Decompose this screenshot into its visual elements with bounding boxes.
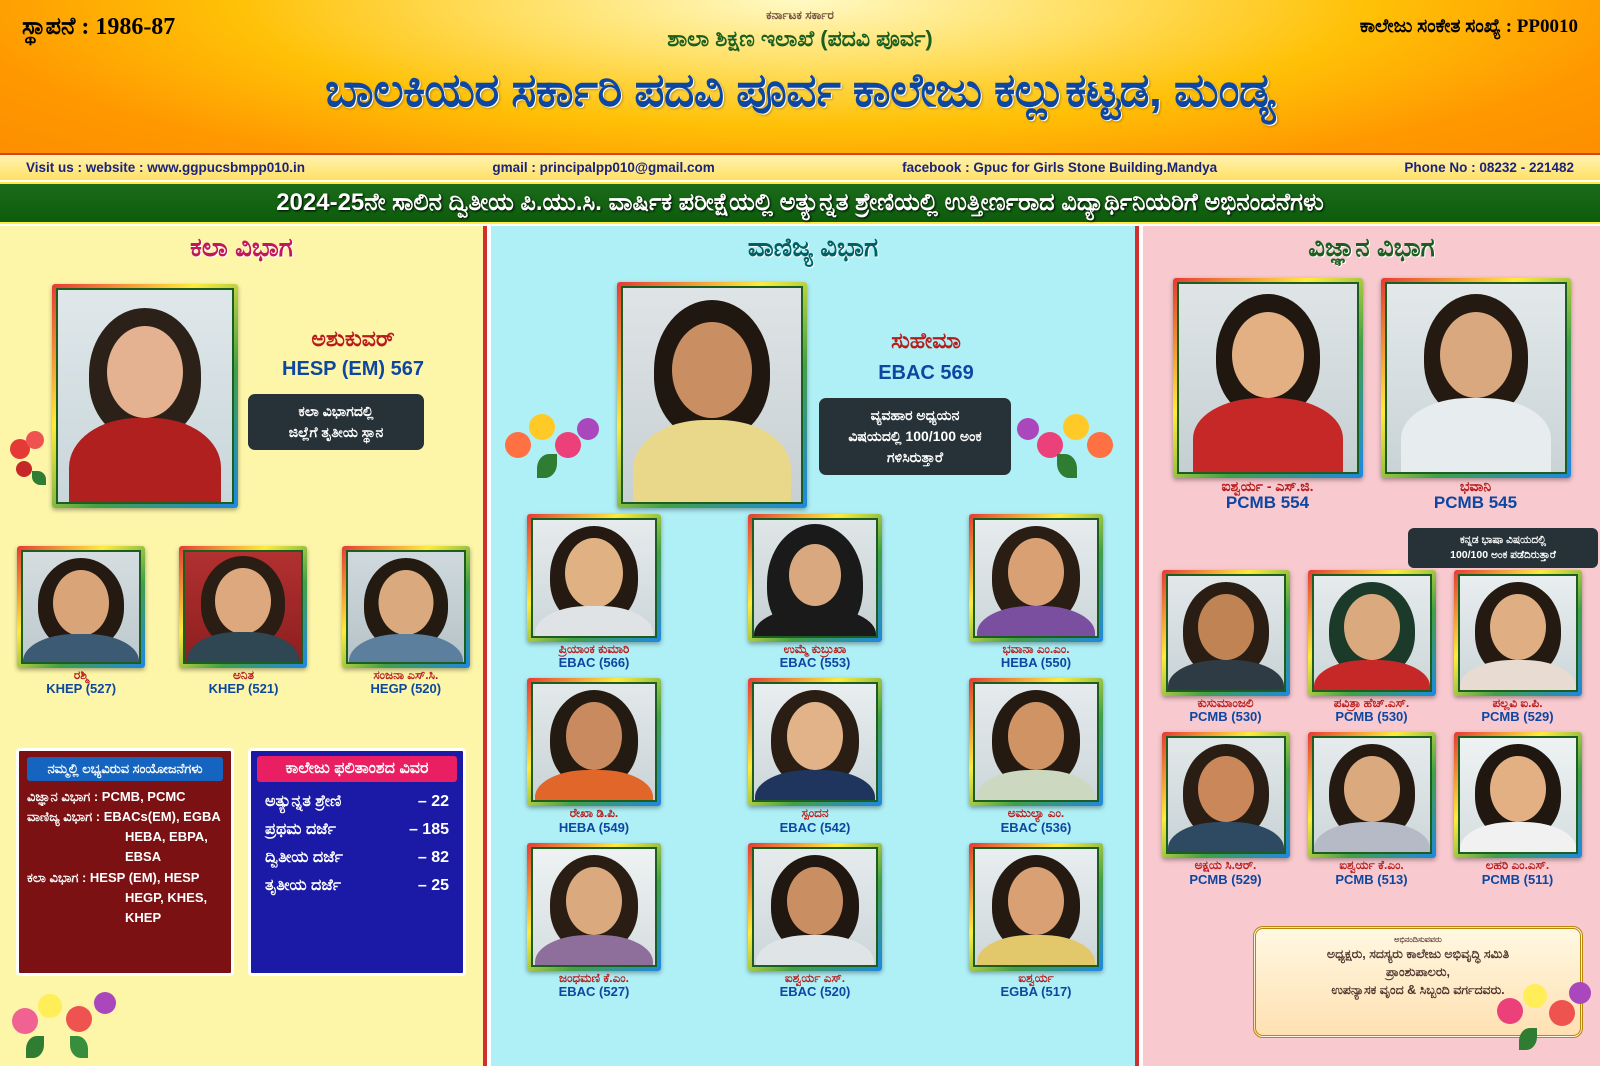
- science-student-4-name: ಅಕ್ಷಯ ಸಿ.ಆರ್.: [1194, 858, 1257, 873]
- results-row-4-label: ತೃತೀಯ ದರ್ಜೆ: [265, 877, 342, 894]
- science-student-grid: [1143, 570, 1600, 895]
- science-row-2: [1143, 732, 1600, 886]
- flower-decoration-commerce-right: [1011, 408, 1121, 484]
- acknowledgement-line0: ಅಭಿನಂದಿಸುವವರು: [1394, 935, 1442, 944]
- commerce-student-1-name: ಪ್ರಿಯಾಂಕ ಕುಮಾರಿ: [558, 642, 630, 656]
- commerce-topper-photo: [617, 282, 807, 508]
- arts-topper-note: [248, 394, 424, 450]
- flower-decoration-left: [6, 431, 58, 501]
- commerce-student-6-name: ಅಮುಲ್ಯಾ ಎಂ.: [1007, 806, 1065, 821]
- commerce-note-line3: ಗಳಿಸಿರುತ್ತಾರೆ: [886, 449, 943, 465]
- contact-bar: [0, 153, 1600, 180]
- college-title: ಬಾಲಕಿಯರ ಸರ್ಕಾರಿ ಪದವಿ ಪೂರ್ವ ಕಾಲೇಜು ಕಲ್ಲುಕಟ್ಟಡ, ಮಂಡ್ಯ: [325, 63, 1275, 116]
- results-row-2-label: ಪ್ರಥಮ ದರ್ಜೆ: [265, 821, 336, 838]
- commerce-section: [491, 226, 1139, 1066]
- arts-topper-photo: [52, 284, 238, 508]
- commerce-note-line2: ವಿಷಯದಲ್ಲಿ 100/100 ಅಂಕ: [848, 428, 982, 444]
- commerce-student-6-score: EBAC (536): [1000, 819, 1072, 835]
- commerce-student-6: [947, 678, 1125, 834]
- science-topper-2-score: PCMB 545: [1433, 493, 1518, 513]
- combination-row-5: HEGP, KHES, KHEP: [125, 889, 208, 925]
- arts-student-3-name: ಸಂಜನಾ ಎಸ್.ಸಿ.: [373, 668, 439, 682]
- science-topper-row: [1143, 278, 1600, 513]
- science-student-5: [1304, 732, 1440, 886]
- acknowledgement-line1: ಅಧ್ಯಕ್ಷರು, ಸದಸ್ಯರು ಕಾಲೇಜು ಅಭಿವೃದ್ಧಿ ಸಮಿತಿ: [1326, 947, 1510, 961]
- arts-student-1-score: KHEP (527): [46, 681, 117, 697]
- arts-student-3-score: HEGP (520): [370, 681, 442, 697]
- commerce-topper-score: EBAC 569: [878, 362, 974, 384]
- acknowledgement-box: [1253, 926, 1583, 1038]
- commerce-student-4-name: ರೇಖಾ ಡಿ.ಪಿ.: [569, 806, 619, 821]
- commerce-student-1-score: EBAC (566): [558, 655, 630, 671]
- government-label-left: ಕರ್ನಾಟಕ ಸರ್ಕಾರ: [766, 8, 834, 22]
- science-topper-2-name: ಭವಾನಿ: [1459, 478, 1492, 494]
- arts-student-2-score: KHEP (521): [208, 681, 279, 697]
- commerce-student-3-score: HEBA (550): [1000, 655, 1072, 671]
- commerce-heading: ವಾಣಿಜ್ಯ ವಿಭಾಗ: [747, 232, 879, 262]
- facebook-text[interactable]: facebook : Gpuc for Girls Stone Building.Mandya: [902, 160, 1218, 175]
- science-heading: ವಿಜ್ಞಾನ ವಿಭಾಗ: [1308, 232, 1435, 262]
- commerce-student-8: [726, 843, 904, 999]
- results-row-1-label: ಅತ್ಯುನ್ನತ ಶ್ರೇಣಿ: [265, 793, 342, 810]
- results-summary-title: ಕಾಲೇಜು ಫಲಿತಾಂಶದ ವಿವರ: [257, 756, 457, 782]
- results-row-3-value: – 82: [417, 849, 449, 866]
- science-student-2: [1304, 570, 1440, 724]
- arts-student-2-name: ಅನಿತ: [233, 668, 254, 682]
- science-student-5-name: ಐಶ್ವರ್ಯ ಕೆ.ಎಂ.: [1339, 858, 1404, 873]
- science-student-1: [1158, 570, 1294, 724]
- science-student-2-name: ಪವಿತ್ರಾ ಹೆಚ್.ಎಸ್.: [1333, 696, 1410, 710]
- portrait-commerce-topper: [623, 288, 801, 502]
- science-topper-2: [1378, 278, 1574, 513]
- science-student-3-score: PCMB (529): [1481, 709, 1554, 725]
- gmail-text[interactable]: gmail : principalpp010@gmail.com: [492, 160, 715, 175]
- commerce-row-2: [505, 678, 1125, 834]
- commerce-student-7-name: ಜಂಧಮಣಿ ಕೆ.ಎಂ.: [559, 970, 629, 985]
- science-topper-note: [1408, 528, 1598, 568]
- acknowledgement-line2: ಪ್ರಾಂಶುಪಾಲರು,: [1386, 965, 1450, 980]
- science-topper-1: [1170, 278, 1366, 513]
- commerce-topper-name: ಸುಹೇಮಾ: [891, 328, 961, 353]
- science-row-1: [1143, 570, 1600, 724]
- commerce-student-9-score: EGBA (517): [1000, 984, 1072, 1000]
- combination-row-3: HEBA, EBPA, EBSA: [125, 829, 208, 865]
- phone-text: Phone No : 08232 - 221482: [1404, 160, 1574, 175]
- science-note-line2: 100/100 ಅಂಕ ಪಡೆದಿರುತ್ತಾರೆ: [1450, 549, 1556, 562]
- science-student-4-score: PCMB (529): [1189, 871, 1262, 887]
- science-student-4: [1158, 732, 1294, 886]
- results-row-2: [257, 816, 457, 844]
- arts-section: [0, 226, 487, 1066]
- flower-decoration-commerce-left: [503, 408, 613, 484]
- commerce-student-2: [726, 514, 904, 670]
- arts-note-line1: ಕಲಾ ವಿಭಾಗದಲ್ಲಿ: [298, 403, 374, 419]
- combination-row-1: ವಿಜ್ಞಾನ ವಿಭಾಗ : PCMB, PCMC: [27, 789, 186, 804]
- commerce-student-5-name: ಸ್ಪಂದನ: [801, 806, 829, 821]
- science-note-line1: ಕನ್ನಡ ಭಾಷಾ ವಿಷಯದಲ್ಲಿ: [1459, 534, 1547, 546]
- results-row-4: [257, 872, 457, 900]
- established-text: ಸ್ಥಾಪನೆ : 1986-87: [22, 14, 176, 40]
- arts-student-2: [176, 546, 310, 696]
- science-topper-1-score: PCMB 554: [1225, 493, 1310, 513]
- combinations-title: ನಮ್ಮಲ್ಲಿ ಲಭ್ಯವಿರುವ ಸಂಯೋಜನೆಗಳು: [27, 757, 223, 781]
- science-student-1-name: ಕುಸುಮಾಂಜಲಿ: [1197, 696, 1254, 710]
- arts-topper-score: HESP (EM) 567: [282, 358, 424, 380]
- combination-row-4: ಕಲಾ ವಿಭಾಗ : HESP (EM), HESP: [27, 869, 200, 885]
- arts-student-1: [14, 546, 148, 696]
- commerce-student-4: [505, 678, 683, 834]
- commerce-student-5: [726, 678, 904, 834]
- science-student-2-score: PCMB (530): [1335, 709, 1408, 725]
- congratulations-banner: 2024-25ನೇ ಸಾಲಿನ ದ್ವಿತೀಯ ಪಿ.ಯು.ಸಿ. ವಾರ್ಷಿಕ ಪರೀಕ್ಷೆಯಲ್ಲಿ ಅತ್ಯುನ್ನತ ಶ್ರೇಣಿಯಲ್ಲಿ ಉತ್ತೀರ್ಣರಾದ ವಿದ್ಯಾರ್ಥಿನಿಯರಿಗೆ ಅಭಿನಂದನೆಗಳು: [0, 182, 1600, 224]
- combinations-box: [16, 748, 234, 976]
- poster-header: [0, 0, 1600, 180]
- commerce-student-5-score: EBAC (542): [779, 819, 851, 835]
- combination-row-2: ವಾಣಿಜ್ಯ ವಿಭಾಗ : EBACs(EM), EGBA: [27, 809, 221, 825]
- results-row-1-value: – 22: [417, 793, 449, 810]
- arts-student-1-name: ರಶ್ಮಿ: [73, 668, 89, 682]
- website-text[interactable]: Visit us : website : www.ggpucsbmpp010.in: [26, 160, 306, 175]
- science-topper-1-name: ಐಶ್ವರ್ಯ - ಎಸ್.ಜಿ.: [1221, 478, 1314, 494]
- commerce-row-1: [505, 514, 1125, 670]
- science-student-1-score: PCMB (530): [1189, 709, 1262, 725]
- portrait-arts-topper: [58, 290, 232, 502]
- science-student-3-name: ಪಲ್ಲವಿ ಐ.ಪಿ.: [1492, 696, 1543, 710]
- results-row-4-value: – 25: [417, 877, 449, 894]
- college-code-text: ಕಾಲೇಜು ಸಂಕೇತ ಸಂಖ್ಯೆ : PP0010: [1359, 16, 1578, 37]
- results-row-3-label: ದ್ವಿತೀಯ ದರ್ಜೆ: [265, 849, 343, 866]
- results-row-2-value: – 185: [408, 821, 449, 838]
- commerce-row-3: [505, 843, 1125, 999]
- commerce-student-7-score: EBAC (527): [558, 984, 630, 1000]
- commerce-student-4-score: HEBA (549): [558, 819, 630, 835]
- commerce-student-9: [947, 843, 1125, 999]
- commerce-student-2-score: EBAC (553): [779, 655, 851, 671]
- science-section: [1143, 226, 1600, 1066]
- arts-heading: ಕಲಾ ವಿಭಾಗ: [190, 232, 293, 262]
- science-student-6-name: ಲಹರಿ ಎಂ.ಎಸ್.: [1485, 858, 1550, 873]
- results-row-3: [257, 844, 457, 872]
- commerce-note-line1: ವ್ಯವಹಾರ ಅಧ್ಯಯನ: [870, 407, 960, 423]
- acknowledgement-line3: ಉಪನ್ಯಾಸಕ ವೃಂದ & ಸಿಬ್ಬಂದಿ ವರ್ಗದವರು.: [1331, 983, 1505, 998]
- commerce-student-2-name: ಉಮ್ಮೆ ಕುಬ್ರುಖಾ: [783, 642, 847, 656]
- arts-student-row: [0, 546, 487, 696]
- flower-decoration-bottom-left: [8, 986, 128, 1064]
- science-student-6: [1450, 732, 1586, 886]
- commerce-student-1: [505, 514, 683, 670]
- commerce-topper-note: [819, 398, 1011, 475]
- commerce-student-3-name: ಭವಾನಾ ಎಂ.ಎಂ.: [1002, 642, 1070, 656]
- results-summary-box: [248, 748, 466, 976]
- commerce-student-8-name: ಐಶ್ವರ್ಯ ಎಸ್.: [784, 970, 846, 985]
- commerce-student-9-name: ಐಶ್ವರ್ಯ: [1018, 970, 1054, 985]
- science-student-3: [1450, 570, 1586, 724]
- science-student-6-score: PCMB (511): [1481, 871, 1554, 887]
- commerce-student-grid: [505, 514, 1125, 1007]
- department-title: ಶಾಲಾ ಶಿಕ್ಷಣ ಇಲಾಖೆ (ಪದವಿ ಪೂರ್ವ): [667, 26, 933, 51]
- results-row-1: [257, 788, 457, 816]
- government-line: [0, 8, 1600, 23]
- science-student-5-score: PCMB (513): [1335, 871, 1408, 887]
- arts-note-line2: ಜಿಲ್ಲೆಗೆ ತೃತೀಯ ಸ್ಥಾನ: [288, 424, 384, 440]
- arts-student-3: [339, 546, 473, 696]
- commerce-student-3: [947, 514, 1125, 670]
- arts-topper-name: ಅಶುಕುವರ್: [311, 326, 395, 351]
- commerce-student-7: [505, 843, 683, 999]
- commerce-student-8-score: EBAC (520): [779, 984, 851, 1000]
